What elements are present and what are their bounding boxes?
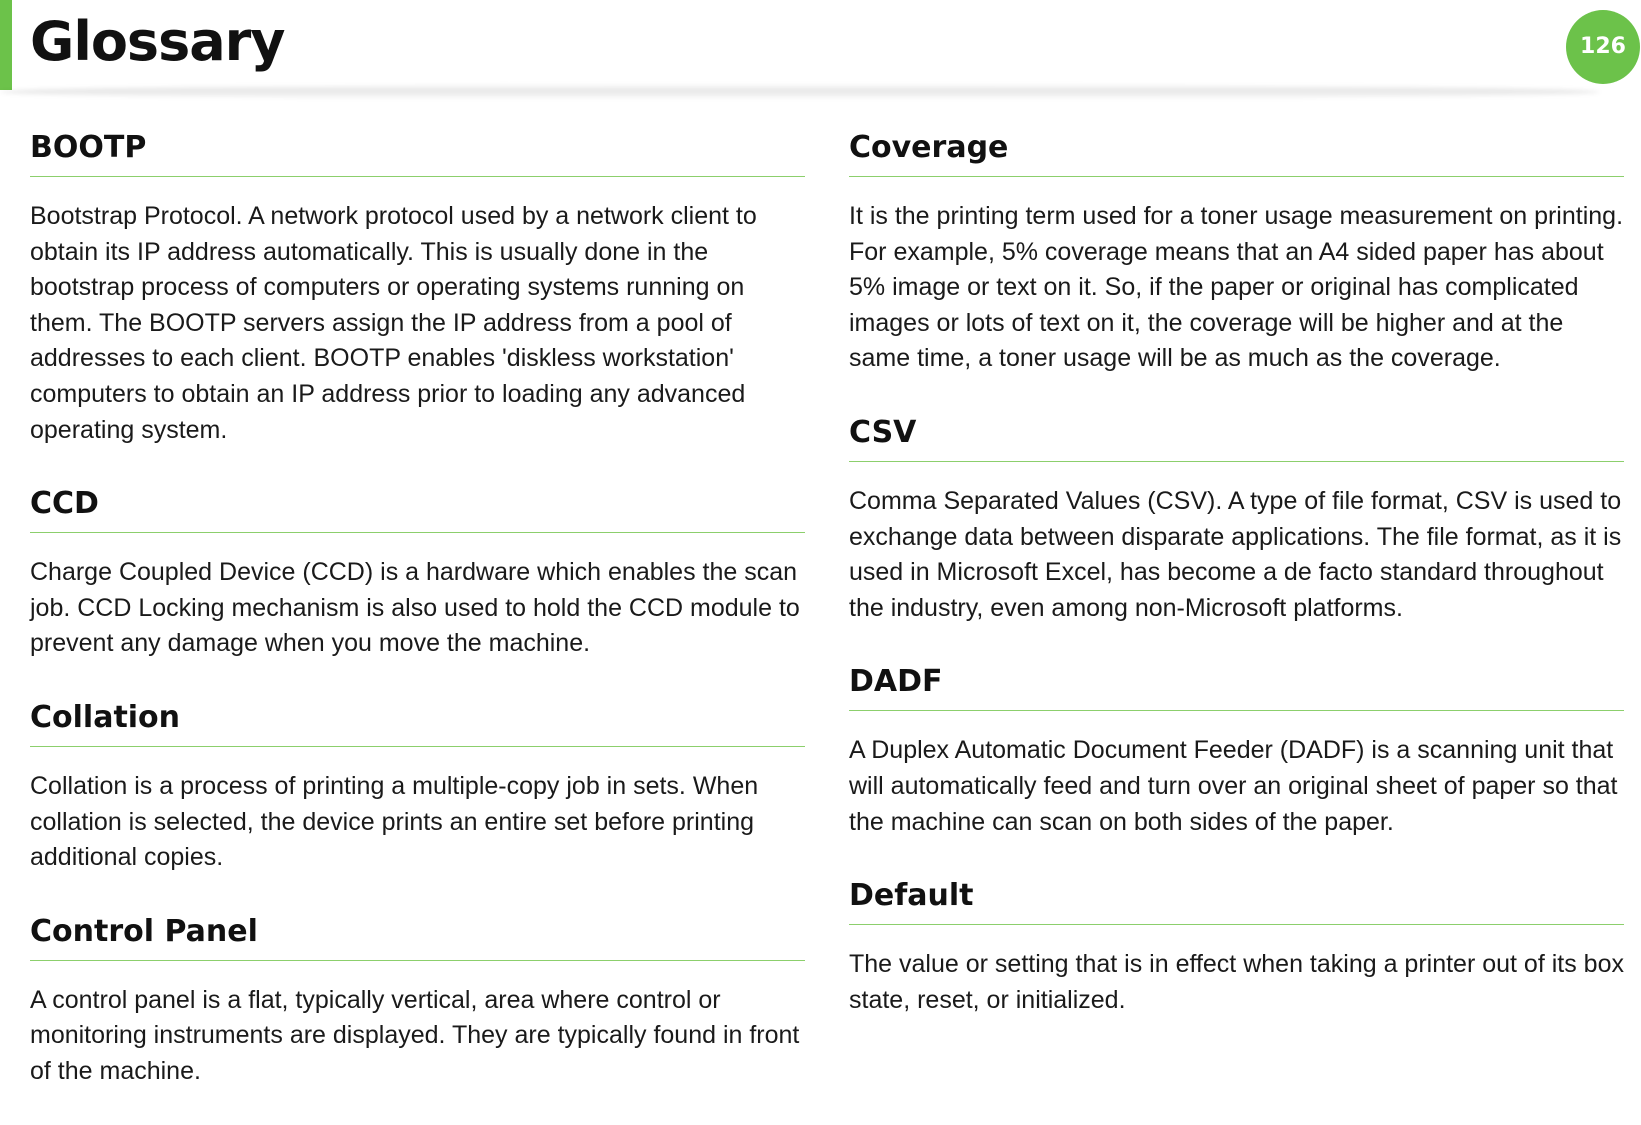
header-divider-shadow (0, 84, 1600, 100)
glossary-entry-ccd (30, 484, 805, 662)
glossary-definition: A Duplex Automatic Document Feeder (DADF) is a scanning unit that will automatically feed and turn over an original sheet of paper so that the machine can scan on both sides of the paper. (849, 736, 1618, 836)
glossary-entry-collation (30, 698, 805, 876)
glossary-entry-bootp (30, 128, 805, 448)
glossary-term: Coverage (849, 128, 1624, 177)
glossary-term: CCD (30, 484, 805, 533)
glossary-term: Control Panel (30, 912, 805, 961)
glossary-definition: Collation is a process of printing a multiple-copy job in sets. When collation is selected, the device prints an entire set before printing additional copies. (30, 771, 759, 872)
glossary-definition: Charge Coupled Device (CCD) is a hardware which enables the scan job. CCD Locking mechanism is also used to hold the CCD module to prevent any damage when you move the machine. (30, 558, 800, 658)
page-number-badge: 126 (1566, 10, 1640, 84)
glossary-entry-coverage (849, 128, 1624, 377)
glossary-term: DADF (849, 662, 1624, 711)
glossary-entry-csv (849, 413, 1624, 626)
glossary-definition: The value or setting that is in effect when taking a printer out of its box state, reset, or initialized. (849, 950, 1624, 1014)
glossary-entry-default (849, 876, 1624, 1018)
glossary-definition: Bootstrap Protocol. A network protocol used by a network client to obtain its IP address automatically. This is usually done in the bootstrap process of computers or operating systems running on them. The BOOTP servers assign the IP address from a pool of addresses to each client. BOOTP enables 'diskless workstation' computers to obtain an IP address prior to loading any advanced operating system. (30, 202, 757, 444)
glossary-column-left (30, 128, 805, 1090)
glossary-definition: A control panel is a flat, typically vertical, area where control or monitoring instruments are displayed. They are typically found in front of the machine. (30, 985, 800, 1085)
glossary-definition: Comma Separated Values (CSV). A type of file format, CSV is used to exchange data between disparate applications. The file format, as it is used in Microsoft Excel, has become a de facto standard throughout the industry, even among non-Microsoft platforms. (849, 486, 1622, 622)
glossary-entry-dadf (849, 662, 1624, 840)
glossary-term: Collation (30, 698, 805, 747)
glossary-term: BOOTP (30, 128, 805, 177)
glossary-entry-control-panel (30, 912, 805, 1090)
page-title: Glossary (30, 10, 285, 73)
header-accent-bar (0, 0, 12, 90)
glossary-column-right (849, 128, 1624, 1018)
glossary-term: CSV (849, 413, 1624, 462)
glossary-definition: It is the printing term used for a toner usage measurement on printing. For example, 5% coverage means that an A4 sided paper has about 5% image or text on it. So, if the paper or original has complicated images or lots of text on it, the coverage will be higher and at the same time, a toner usage will be as much as the coverage. (849, 202, 1624, 373)
glossary-term: Default (849, 876, 1624, 925)
